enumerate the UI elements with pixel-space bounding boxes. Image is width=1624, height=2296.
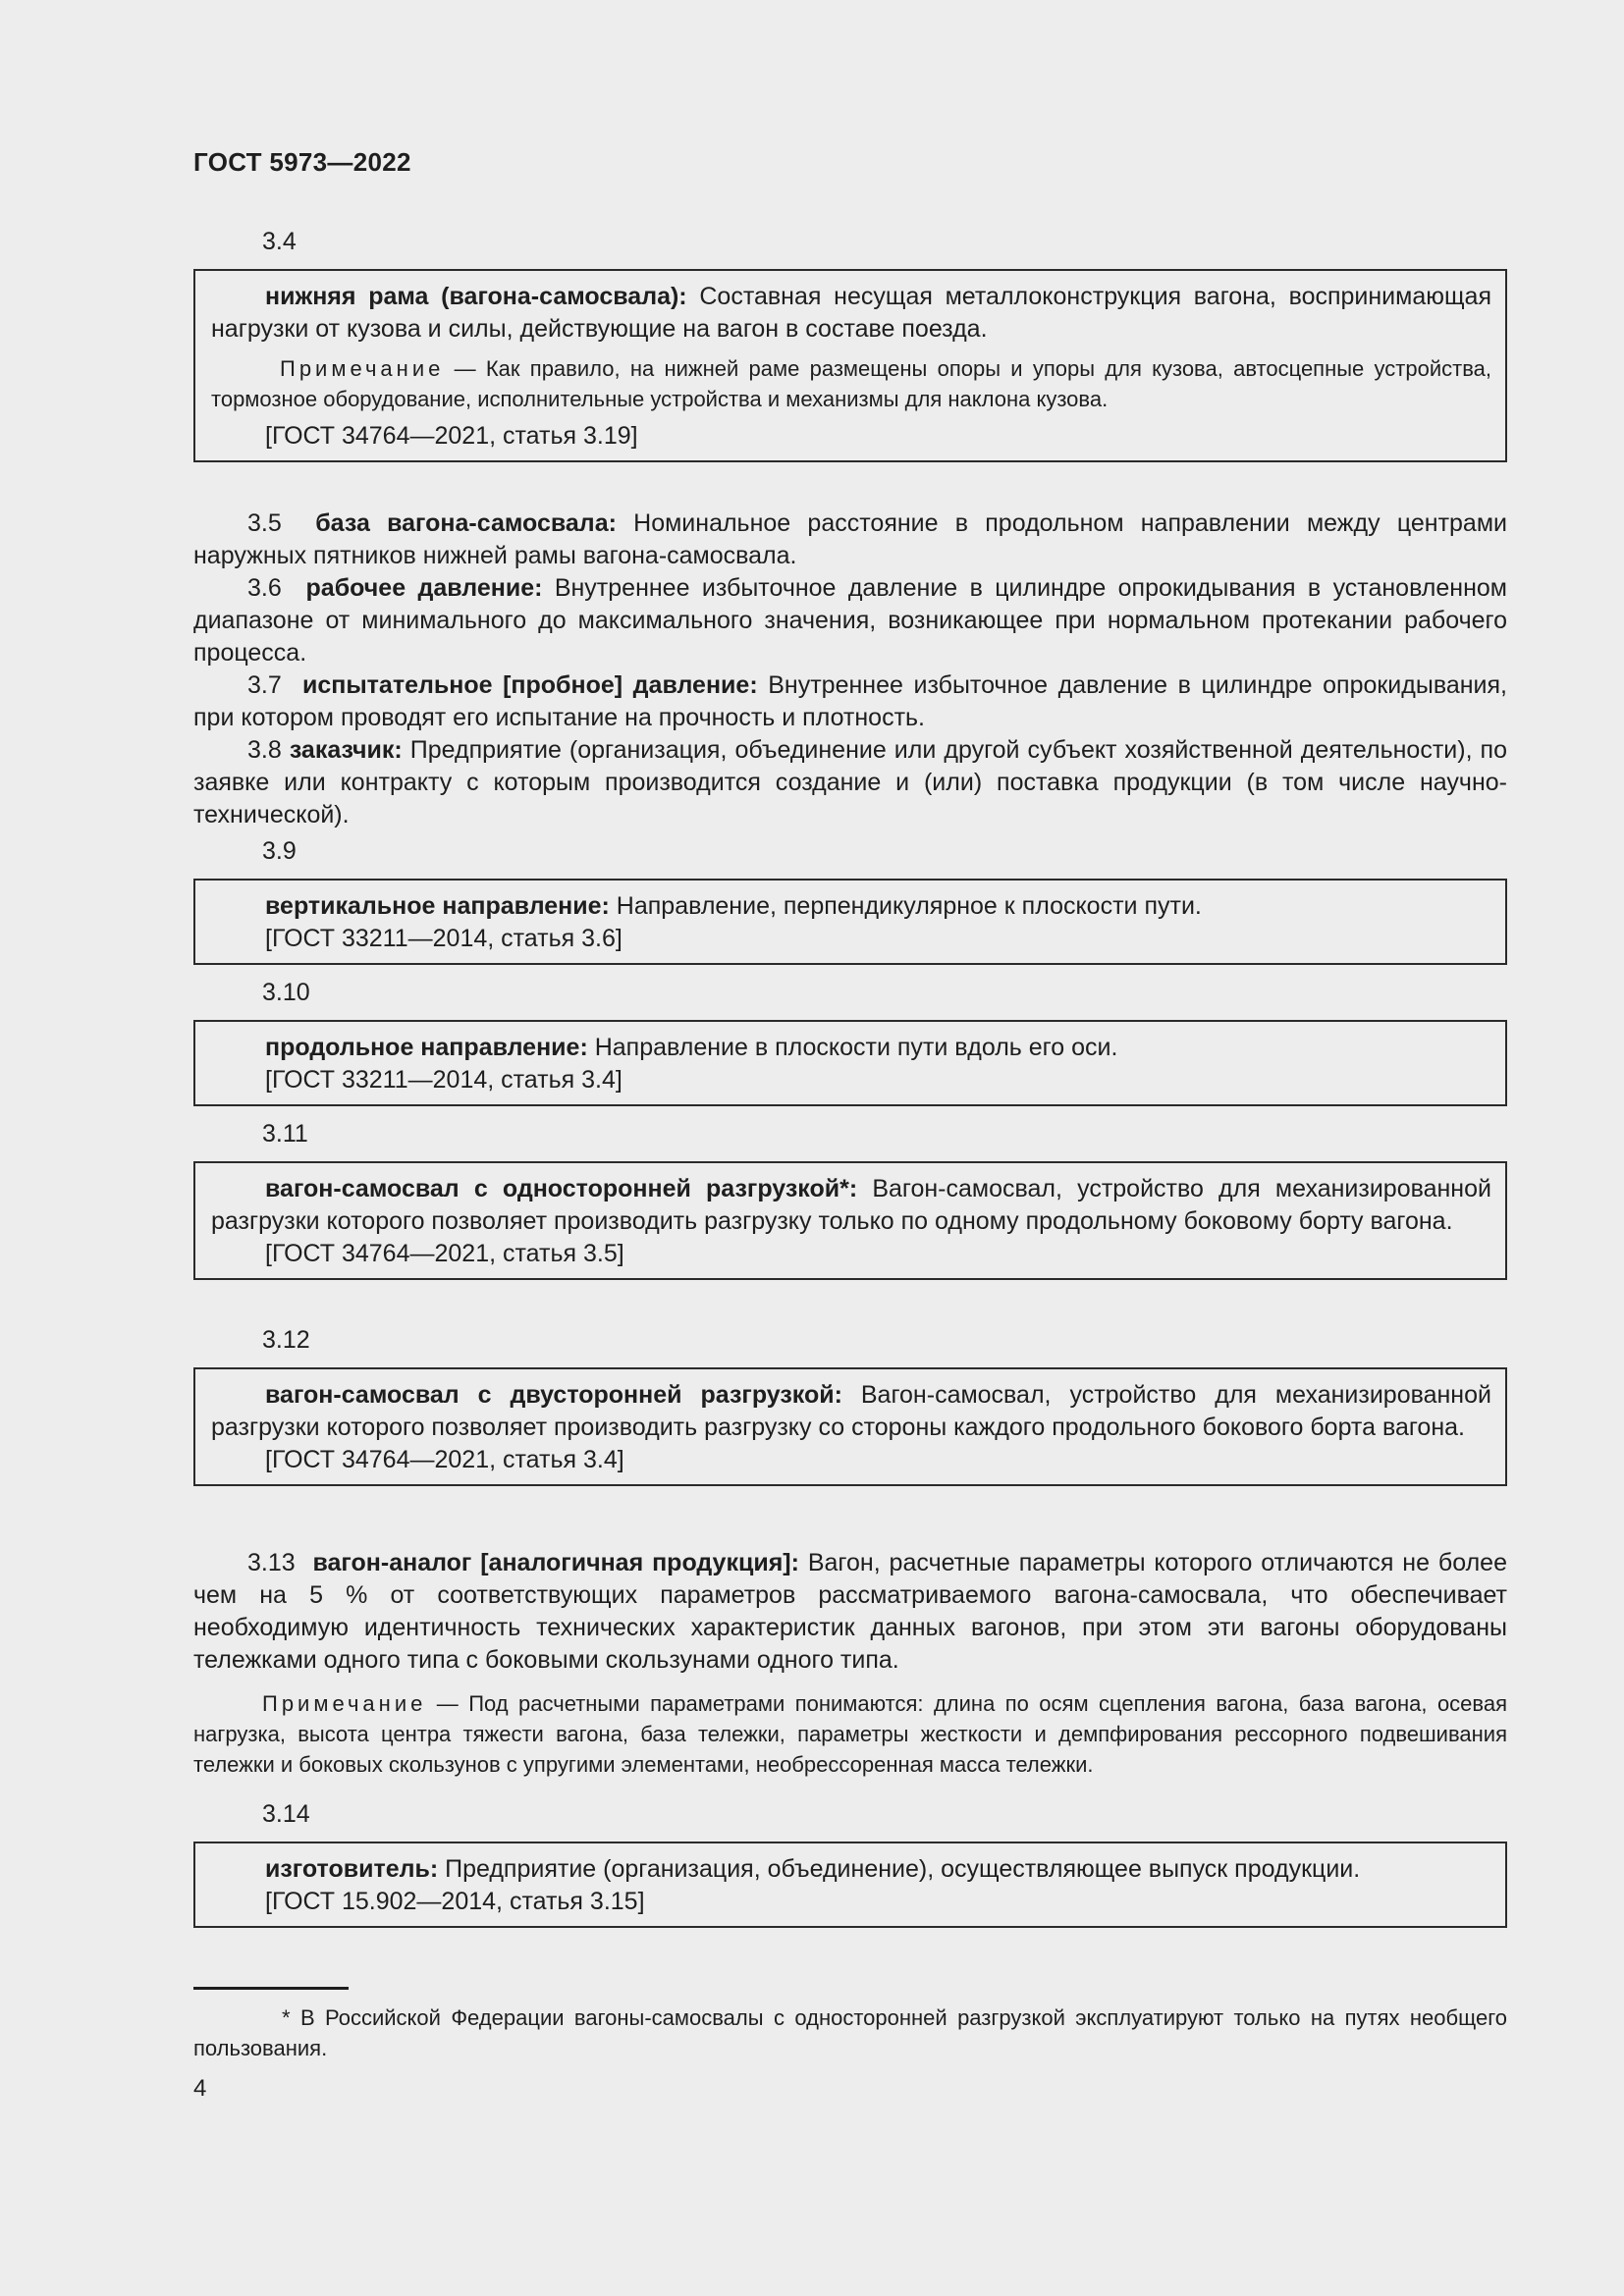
term-number-3-12: 3.12 (262, 1326, 310, 1354)
term-definition: вагон-самосвал с двусторонней разгрузкой: Вагон-самосвал, устройство для механизированной разгрузки которого позволяет производить разгрузку со стороны каждого продольного бокового борта вагона. (211, 1381, 1491, 1441)
term-3-6: 3.6 рабочее давление: Внутреннее избыточное давление в цилиндре опрокидывания в установленном диапазоне от минимального до максимального значения, возникающее при нормальном протекании рабочего процесса. (193, 574, 1507, 667)
term-definition: нижняя рама (вагона-самосвала): Составная несущая металлоконструкция вагона, воспринимающая нагрузки от кузова и силы, действующие на вагон в составе поезда. (211, 283, 1491, 343)
term-source: [ГОСТ 34764—2021, статья 3.5] (265, 1240, 624, 1267)
page-number: 4 (193, 2075, 207, 2102)
footnote-separator (193, 1987, 349, 1990)
term-box-3-9 (193, 879, 1507, 965)
term-number-3-9: 3.9 (262, 837, 297, 865)
footnote: * В Российской Федерации вагоны-самосвалы с односторонней разгрузкой эксплуатируют только на путях необщего пользования. (193, 2005, 1507, 2060)
term-number-3-14: 3.14 (262, 1800, 310, 1828)
term-box-3-4 (193, 269, 1507, 462)
term-note: Примечание — Под расчетными параметрами понимаются: длина по осям сцепления вагона, база вагона, осевая нагрузка, высота центра тяжести вагона, база тележки, параметры жесткости и демпфирования рессорного подвешивания тележки и боковых скользунов с упругими элементами, необрессоренная масса тележки. (193, 1691, 1507, 1777)
term-number-3-4: 3.4 (262, 228, 297, 255)
term-box-3-10 (193, 1020, 1507, 1106)
term-source: [ГОСТ 15.902—2014, статья 3.15] (265, 1888, 645, 1915)
term-source: [ГОСТ 33211—2014, статья 3.6] (265, 925, 623, 952)
term-note: Примечание — Как правило, на нижней раме размещены опоры и упоры для кузова, автосцепные устройства, тормозное оборудование, исполнительные устройства и механизмы для наклона кузова. (211, 356, 1491, 411)
term-definition: продольное направление: Направление в плоскости пути вдоль его оси. (265, 1034, 1118, 1061)
term-definition: изготовитель: Предприятие (организация, объединение), осуществляющее выпуск продукции. (265, 1855, 1361, 1883)
term-3-13: 3.13 вагон-аналог [аналогичная продукция]: Вагон, расчетные параметры которого отличаются не более чем на 5 % от соответствующих параметров рассматриваемого вагона-самосвала, что обеспечивает необходимую идентичность технических характеристик данных вагонов, при этом эти вагоны оборудованы тележками одного типа с боковыми скользунами одного типа. (193, 1549, 1507, 1674)
term-name: нижняя рама (вагона-самосвала): (265, 283, 687, 310)
term-definition: вагон-самосвал с односторонней разгрузкой*: Вагон-самосвал, устройство для механизированной разгрузки которого позволяет производить разгрузку только по одному продольному боковому борту вагона. (211, 1175, 1491, 1235)
term-source: [ГОСТ 34764—2021, статья 3.19] (265, 422, 638, 450)
term-box-3-14 (193, 1842, 1507, 1928)
term-box-3-12 (193, 1367, 1507, 1486)
term-block-3-13 (193, 1547, 1507, 1780)
term-number-3-11: 3.11 (262, 1120, 308, 1148)
terms-block-3-5-3-8 (193, 507, 1507, 831)
term-source: [ГОСТ 33211—2014, статья 3.4] (265, 1066, 623, 1094)
term-3-5: 3.5 база вагона-самосвала: Номинальное расстояние в продольном направлении между центрами наружных пятников нижней рамы вагона-самосвала. (193, 509, 1507, 569)
term-3-8: 3.8 заказчик: Предприятие (организация, объединение или другой субъект хозяйственной деятельности), по заявке или контракту с которым производится создание и (или) поставка продукции (в том числе научно-технической). (193, 736, 1507, 828)
document-header: ГОСТ 5973—2022 (193, 147, 411, 177)
term-number-3-10: 3.10 (262, 979, 310, 1006)
term-definition: вертикальное направление: Направление, перпендикулярное к плоскости пути. (265, 892, 1202, 920)
note-label: Примечание (280, 356, 445, 381)
term-box-3-11 (193, 1161, 1507, 1280)
term-3-7: 3.7 испытательное [пробное] давление: Внутреннее избыточное давление в цилиндре опрокидывания, при котором проводят его испытание на прочность и плотность. (193, 671, 1507, 731)
term-source: [ГОСТ 34764—2021, статья 3.4] (265, 1446, 624, 1473)
